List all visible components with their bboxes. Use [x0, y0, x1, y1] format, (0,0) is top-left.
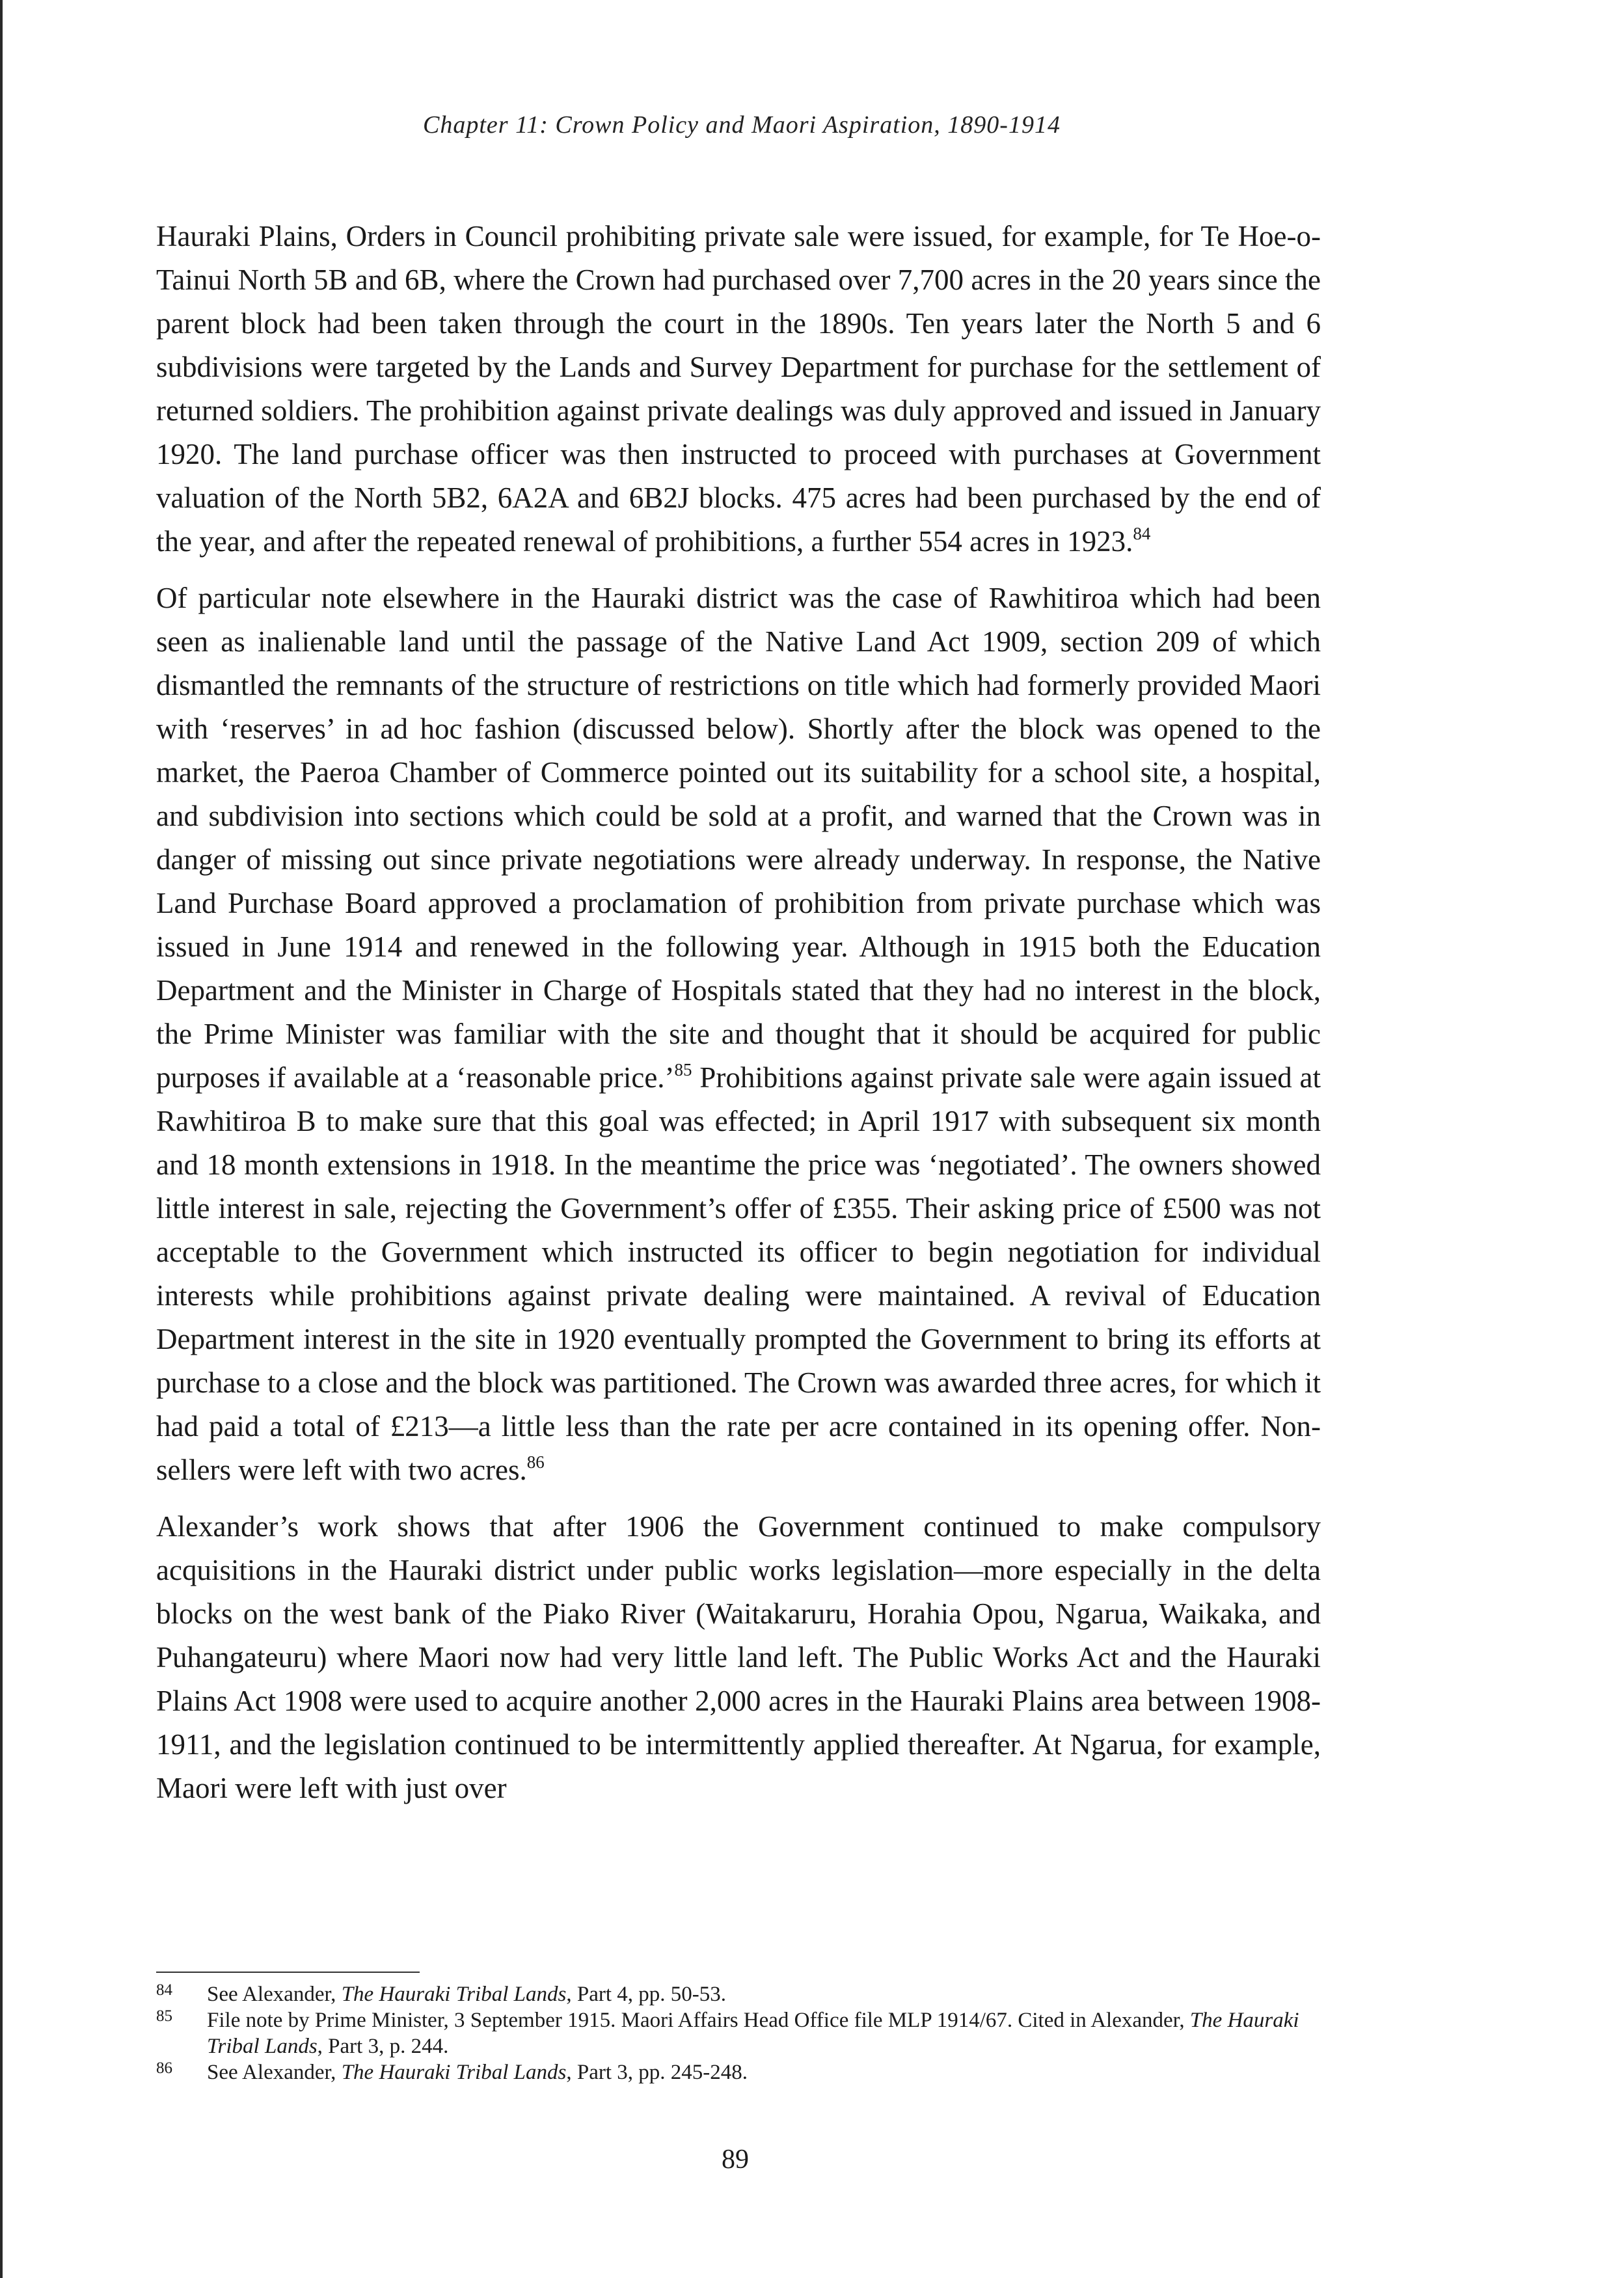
footnote-number: 86 — [156, 2059, 172, 2077]
footnote-text-post: , Part 4, pp. 50-53. — [566, 1983, 726, 2006]
footnote-work-title: The Hauraki Tribal Lands — [341, 1983, 567, 2006]
footnote-86 — [156, 2059, 1321, 2085]
footnote-text-pre: File note by Prime Minister, 3 September 1915. Maori Affairs Head Office file MLP 1914/67. Cited in Alexander, — [207, 2009, 1190, 2032]
footnote-text-post: , Part 3, pp. 245-248. — [566, 2061, 748, 2084]
paragraph-3 — [156, 1505, 1321, 1810]
footnote-work-title: The Hauraki Tribal Lands — [341, 2061, 567, 2084]
footnote-ref-86[interactable]: 86 — [526, 1452, 545, 1472]
footnote-ref-84[interactable]: 84 — [1133, 524, 1151, 543]
footnote-85 — [156, 2007, 1321, 2059]
footnote-text — [207, 2059, 748, 2085]
page-number: 89 — [722, 2145, 749, 2175]
paragraph-2-text-a: Of particular note elsewhere in the Hauraki district was the case of Rawhitiroa which had been seen as inalienable land until the passage of the Native Land Act 1909, section 209 of which dismantled the remnants of the structure of restrictions on title which had formerly provided Maori with ‘reserves’ in ad hoc fashion (discussed below). Shortly after the block was opened to the market, the Paeroa Chamber of Commerce pointed out its suitability for a school site, a hospital, and subdivision into sections which could be sold at a profit, and warned that the Crown was in danger of missing out since private negotiations were already underway. In response, the Native Land Purchase Board approved a proclamation of prohibition from private purchase which was issued in June 1914 and renewed in the following year. Although in 1915 both the Education Department and the Minister in Charge of Hospitals stated that they had no interest in the block, the Prime Minister was familiar with the site and thought that it should be acquired for public purposes if available at a ‘reasonable price.’ — [156, 582, 1321, 1094]
footnote-text-pre: See Alexander, — [207, 1983, 342, 2006]
footnote-work-title: The Hauraki Tribal Lands — [207, 2009, 1299, 2058]
footnote-rule — [156, 1972, 420, 1973]
paragraph-1-text: Hauraki Plains, Orders in Council prohibiting private sale were issued, for example, for Te Hoe-o-Tainui North 5B and 6B, where the Crown had purchased over 7,700 acres in the 20 years since the parent block had been taken through the court in the 1890s. Ten years later the North 5 and 6 subdivisions were targeted by the Lands and Survey Department for purchase for the settlement of returned soldiers. The prohibition against private dealings was duly approved and issued in January 1920. The land purchase officer was then instructed to proceed with purchases at Government valuation of the North 5B2, 6A2A and 6B2J blocks. 475 acres had been purchased by the end of the year, and after the repeated renewal of prohibitions, a further 554 acres in 1923. — [156, 220, 1321, 558]
paragraph-2 — [156, 576, 1321, 1492]
footnote-text — [207, 1981, 726, 2007]
body-text — [156, 215, 1321, 1810]
paragraph-2-text-b: Prohibitions against private sale were again issued at Rawhitiroa B to make sure that this goal was effected; in April 1917 with subsequent six month and 18 month extensions in 1918. In the meantime the price was ‘negotiated’. The owners showed little interest in sale, rejecting the Government’s offer of £355. Their asking price of £500 was not acceptable to the Government which instructed its officer to begin negotiation for individual interests while prohibitions against private dealing were maintained. A revival of Education Department interest in the site in 1920 eventually prompted the Government to bring its efforts at purchase to a close and the block was partitioned. The Crown was awarded three acres, for which it had paid a total of £213—a little less than the rate per acre contained in its opening offer. Non-sellers were left with two acres. — [156, 1061, 1321, 1486]
footnote-text — [207, 2007, 1321, 2059]
footnote-ref-85[interactable]: 85 — [674, 1060, 692, 1079]
scan-edge — [0, 0, 3, 2278]
footnote-number: 84 — [156, 1981, 172, 1999]
running-head: Chapter 11: Crown Policy and Maori Aspiration, 1890-1914 — [423, 111, 1061, 139]
footnotes — [156, 1981, 1321, 2085]
footnote-number: 85 — [156, 2007, 172, 2025]
paragraph-3-text: Alexander’s work shows that after 1906 the Government continued to make compulsory acquisitions in the Hauraki district under public works legislation—more especially in the delta blocks on the west bank of the Piako River (Waitakaruru, Horahia Opou, Ngarua, Waikaka, and Puhangateuru) where Maori now had very little land left. The Public Works Act and the Hauraki Plains Act 1908 were used to acquire another 2,000 acres in the Hauraki Plains area between 1908-1911, and the legislation continued to be intermittently applied thereafter. At Ngarua, for example, Maori were left with just over — [156, 1510, 1321, 1804]
footnote-text-pre: See Alexander, — [207, 2061, 342, 2084]
footnote-text-post: , Part 3, p. 244. — [317, 2035, 449, 2058]
paragraph-1 — [156, 215, 1321, 563]
footnote-84 — [156, 1981, 1321, 2007]
